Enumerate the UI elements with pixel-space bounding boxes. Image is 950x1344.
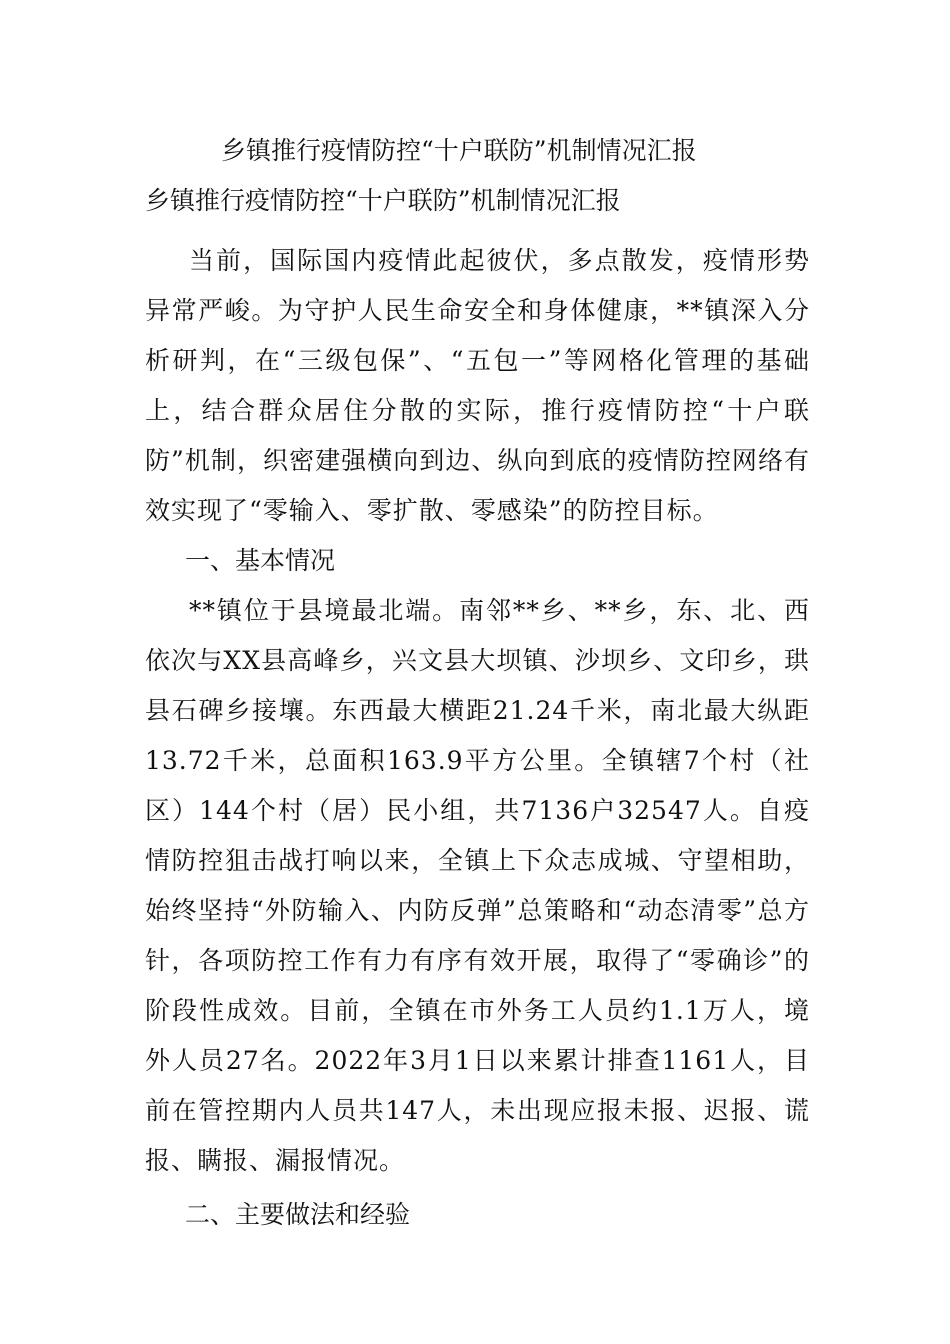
section-heading-main-practices: 二、主要做法和经验: [185, 1200, 411, 1229]
section-heading-basic-situation: 一、基本情况: [185, 546, 336, 575]
document-page: [145, 132, 810, 1240]
intro-paragraph: 当前，国际国内疫情此起彼伏，多点散发，疫情形势异常严峻。为守护人民生命安全和身体健康，**镇深入分析研判，在“三级包保”、“五包一”等网格化管理的基础上，结合群众居住分散的实际，推行疫情防控“十户联防”机制，织密建强横向到边、纵向到底的疫情防控网络有效实现了“零输入、零扩散、零感染”的防控目标。: [145, 246, 810, 525]
document-title: 乡镇推行疫情防控“十户联防”机制情况汇报: [221, 136, 697, 165]
basic-situation-paragraph: **镇位于县境最北端。南邻**乡、**乡，东、北、西依次与XX县高峰乡，兴文县大坝镇、沙坝乡、文印乡，珙县石碑乡接壤。东西最大横距21.24千米，南北最大纵距13.72千米，总面积163.9平方公里。全镇辖7个村（社区）144个村（居）民小组，共7136户32547人。自疫情防控狙击战打响以来，全镇上下众志成城、守望相助，始终坚持“外防输入、内防反弹”总策略和“动态清零”总方针，各项防控工作有力有序有效开展，取得了“零确诊”的阶段性成效。目前，全镇在市外务工人员约1.1万人，境外人员27名。2022年3月1日以来累计排查1161人，目前在管控期内人员共147人，未出现应报未报、迟报、谎报、瞒报、漏报情况。: [145, 596, 810, 1175]
document-subtitle: 乡镇推行疫情防控“十户联防”机制情况汇报: [145, 186, 621, 215]
